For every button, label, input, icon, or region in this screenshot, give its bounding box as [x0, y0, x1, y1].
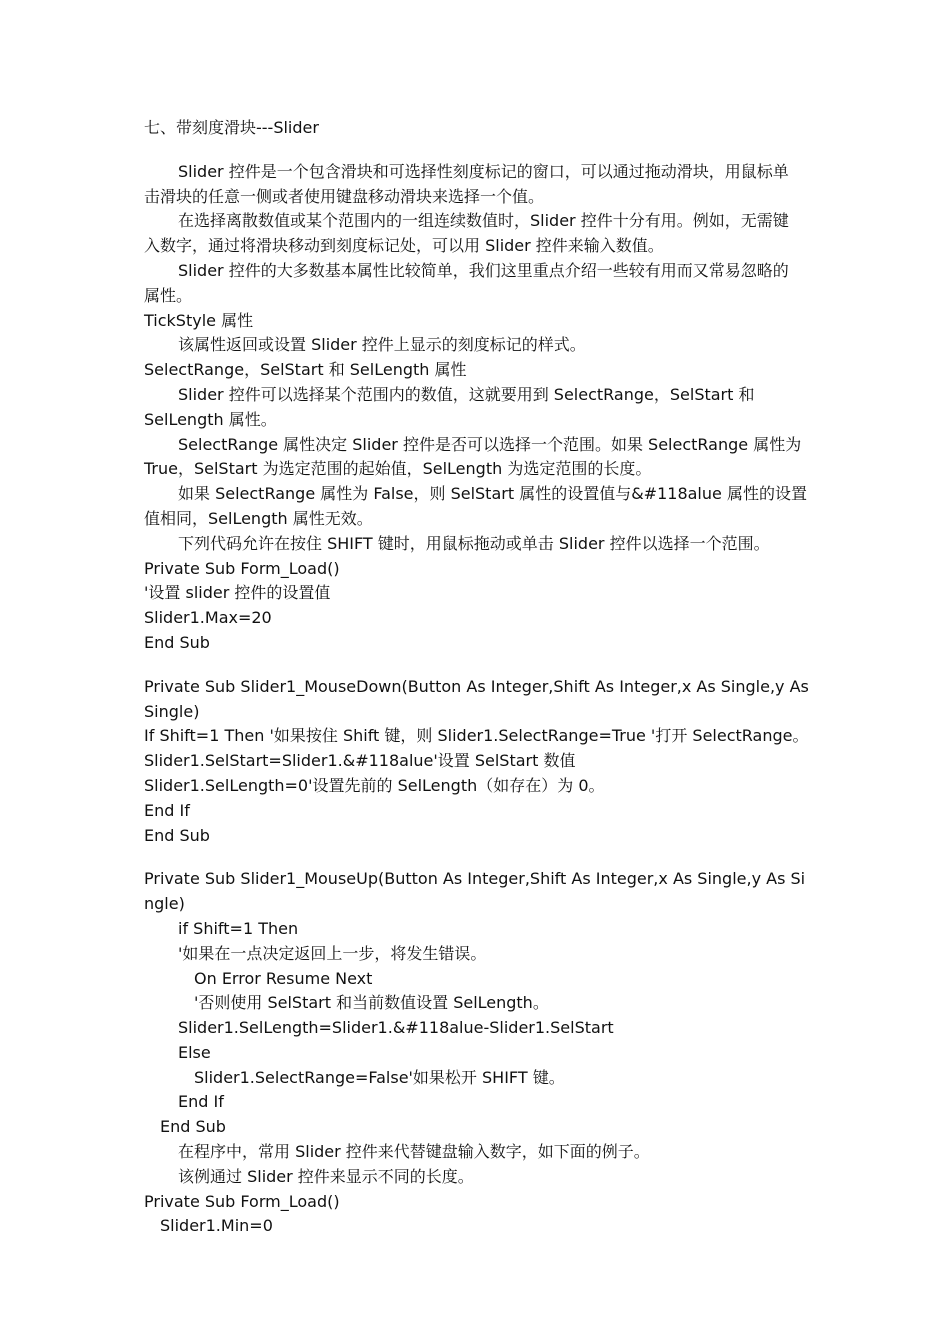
code-line: If Shift=1 Then '如果按住 Shift 键，则 Slider1.SelectRange=True '打开 SelectRange。 [144, 726, 809, 746]
code-line: '如果在一点决定返回上一步，将发生错误。 [178, 943, 487, 963]
code-line: End If [144, 800, 190, 820]
spacer [144, 656, 812, 675]
code-line: End Sub [160, 1117, 226, 1137]
paragraph-line: 在程序中，常用 Slider 控件来代替键盘输入数字，如下面的例子。 [178, 1142, 650, 1162]
code-line: End If [178, 1092, 224, 1112]
paragraph-line: 击滑块的任意一侧或者使用键盘移动滑块来选择一个值。 [144, 186, 545, 206]
code-line: Private Sub Form_Load() [144, 1191, 340, 1211]
code-line: Else [178, 1042, 211, 1062]
code-line: if Shift=1 Then [178, 918, 299, 938]
code-line: Slider1.SelLength=Slider1.&#118alue-Slider1.SelStart [178, 1018, 614, 1038]
code-line: Private Sub Form_Load() [144, 558, 340, 578]
code-line: Slider1.SelStart=Slider1.&#118alue'设置 SelStart 数值 [144, 751, 576, 771]
code-line: Slider1.SelLength=0'设置先前的 SelLength（如存在）为 0。 [144, 775, 605, 795]
code-line: Single) [144, 701, 200, 721]
spacer [144, 848, 812, 867]
tickstyle-heading: TickStyle 属性 [144, 310, 254, 330]
code-line: '否则使用 SelStart 和当前数值设置 SelLength。 [194, 993, 549, 1013]
code-line: Slider1.Max=20 [144, 608, 272, 628]
code-line: End Sub [144, 825, 210, 845]
code-line: '设置 slider 控件的设置值 [144, 583, 331, 603]
document-page [144, 116, 812, 1239]
code-line: Private Sub Slider1_MouseDown(Button As Integer,Shift As Integer,x As Single,y As [144, 676, 809, 696]
paragraph-line: 该例通过 Slider 控件来显示不同的长度。 [178, 1166, 474, 1186]
spacer [144, 141, 812, 160]
paragraph-line: Slider 控件的大多数基本属性比较简单，我们这里重点介绍一些较有用而又常易忽略的 [178, 260, 789, 280]
paragraph-line: Slider 控件是一个包含滑块和可选择性刻度标记的窗口，可以通过拖动滑块，用鼠标单 [178, 161, 789, 181]
section-title: 七、带刻度滑块---Slider [144, 118, 319, 137]
paragraph-line: 下列代码允许在按住 SHIFT 键时，用鼠标拖动或单击 Slider 控件以选择一个范围。 [178, 533, 770, 553]
paragraph-line: SelectRange 属性决定 Slider 控件是否可以选择一个范围。如果 SelectRange 属性为 [178, 434, 802, 454]
paragraph-line: Slider 控件可以选择某个范围内的数值，这就要用到 SelectRange，SelStart 和 [178, 384, 755, 404]
paragraph-line: 属性。 [144, 285, 193, 305]
select-heading: SelectRange，SelStart 和 SelLength 属性 [144, 360, 467, 380]
code-line: On Error Resume Next [194, 968, 373, 988]
paragraph-line: SelLength 属性。 [144, 409, 277, 429]
paragraph-line: 该属性返回或设置 Slider 控件上显示的刻度标记的样式。 [178, 335, 586, 355]
code-line: Private Sub Slider1_MouseUp(Button As Integer,Shift As Integer,x As Single,y As Single) [144, 869, 806, 914]
paragraph-line: 在选择离散数值或某个范围内的一组连续数值时，Slider 控件十分有用。例如，无需键 [178, 211, 789, 231]
paragraph-line: 值相同，SelLength 属性无效。 [144, 508, 373, 528]
paragraph-line: True，SelStart 为选定范围的起始值，SelLength 为选定范围的长度。 [144, 459, 652, 479]
code-line: Slider1.Min=0 [160, 1216, 273, 1236]
paragraph-line: 入数字，通过将滑块移动到刻度标记处，可以用 Slider 控件来输入数值。 [144, 236, 664, 256]
code-line: End Sub [144, 632, 210, 652]
paragraph-line: 如果 SelectRange 属性为 False，则 SelStart 属性的设置值与&#118alue 属性的设置 [178, 484, 807, 504]
code-line: Slider1.SelectRange=False'如果松开 SHIFT 键。 [194, 1067, 565, 1087]
